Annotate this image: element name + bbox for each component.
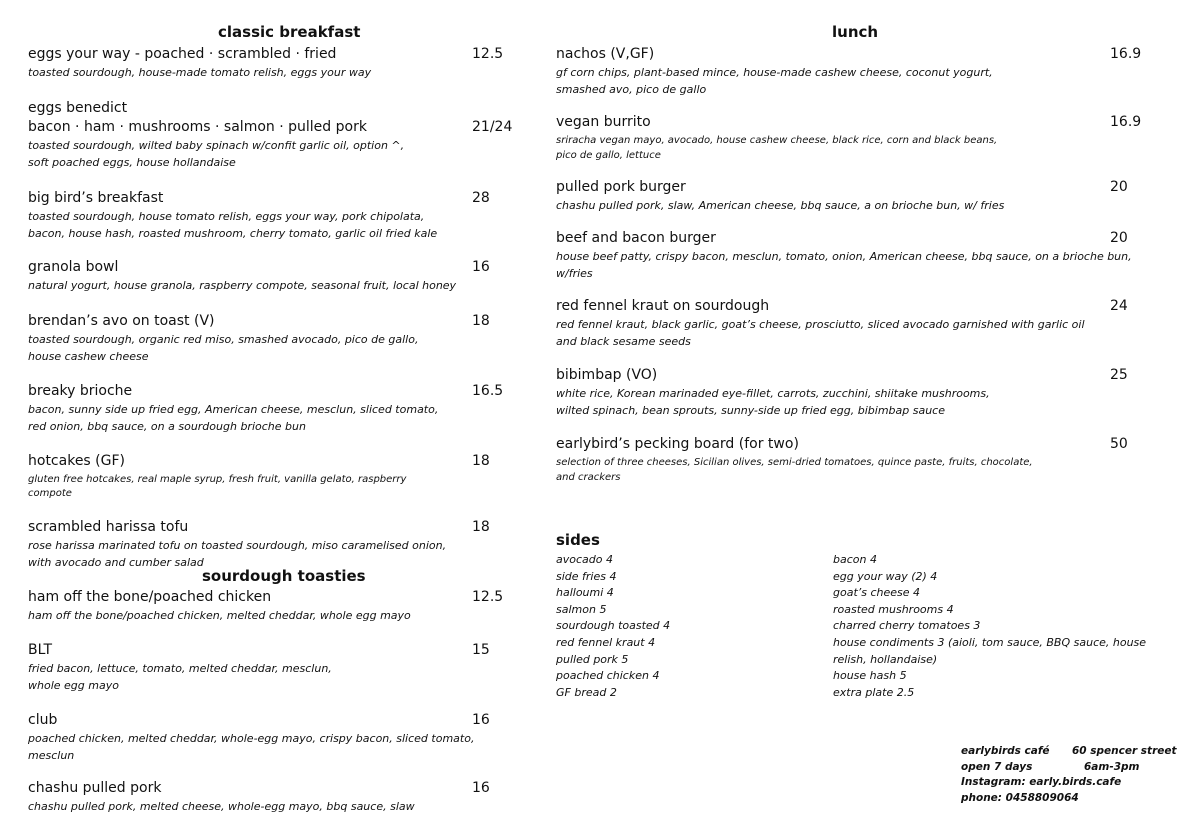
item-desc: fried bacon, lettuce, tomato, melted cheddar, mesclun, — [28, 662, 332, 675]
cafe-info-secondary — [1072, 744, 1177, 775]
item-name: eggs your way - poached · scrambled · fried — [28, 46, 337, 62]
item-name: beef and bacon burger — [556, 230, 716, 246]
item-name: eggs benedict — [28, 100, 128, 116]
item-desc: and black sesame seeds — [556, 335, 691, 348]
menu-item — [28, 452, 528, 502]
item-name: chashu pulled pork — [28, 780, 162, 796]
item-desc: poached chicken, melted cheddar, whole-egg mayo, crispy bacon, sliced tomato, — [28, 732, 475, 745]
item-desc: toasted sourdough, house tomato relish, eggs your way, pork chipolata, — [28, 210, 425, 223]
item-desc: house beef patty, crispy bacon, mesclun, tomato, onion, American cheese, bbq sauce, on a brioche bun, — [556, 250, 1132, 263]
item-desc: gluten free hotcakes, real maple syrup, fresh fruit, vanilla gelato, raspberry — [28, 474, 407, 485]
item-name: vegan burrito — [556, 114, 651, 130]
side-item: goat’s cheese 4 — [833, 586, 921, 600]
menu-item — [28, 779, 528, 815]
item-name: scrambled harissa tofu — [28, 519, 189, 535]
item-price: 18 — [472, 519, 490, 535]
phone-number: phone: 0458809064 — [961, 791, 1079, 804]
menu-item — [28, 382, 528, 435]
item-price: 28 — [472, 190, 490, 206]
item-desc: rose harissa marinated tofu on toasted sourdough, miso caramelised onion, — [28, 539, 447, 552]
sides-title: sides — [556, 531, 600, 549]
item-name: ham off the bone/poached chicken — [28, 589, 272, 605]
item-desc: toasted sourdough, organic red miso, smashed avocado, pico de gallo, — [28, 333, 419, 346]
item-price: 21/24 — [472, 119, 513, 135]
item-price: 12.5 — [472, 589, 504, 605]
sides-list-left — [556, 552, 670, 701]
item-name: granola bowl — [28, 259, 119, 275]
item-price: 16.9 — [1110, 46, 1142, 62]
item-name: breaky brioche — [28, 383, 133, 399]
menu-item — [556, 435, 1176, 486]
item-price: 16.5 — [472, 383, 504, 399]
item-options-text: bacon · ham · mushrooms · salmon · pulled pork — [28, 119, 367, 135]
item-desc: w/fries — [556, 267, 593, 280]
item-price: 18 — [472, 453, 490, 469]
item-name: club — [28, 712, 58, 728]
item-desc: smashed avo, pico de gallo — [556, 83, 707, 96]
item-desc: chashu pulled pork, slaw, American cheese, bbq sauce, a on brioche bun, w/ fries — [556, 199, 1005, 212]
item-desc: soft poached eggs, house hollandaise — [28, 156, 236, 169]
menu-item — [556, 45, 1176, 98]
item-desc: house cashew cheese — [28, 350, 149, 363]
item-desc: ham off the bone/poached chicken, melted cheddar, whole egg mayo — [28, 609, 411, 622]
item-name: bibimbap (VO) — [556, 367, 658, 383]
item-desc: toasted sourdough, house-made tomato relish, eggs your way — [28, 66, 372, 79]
menu-item — [556, 229, 1176, 282]
item-price: 50 — [1110, 436, 1128, 452]
item-desc: red onion, bbq sauce, on a sourdough brioche bun — [28, 420, 306, 433]
item-price: 18 — [472, 313, 490, 329]
item-desc: sriracha vegan mayo, avocado, house cashew cheese, black rice, corn and black beans, — [556, 135, 998, 146]
item-desc: bacon, sunny side up fried egg, American cheese, mesclun, sliced tomato, — [28, 403, 439, 416]
menu-item — [28, 45, 528, 81]
cafe-name: earlybirds café — [961, 745, 1050, 757]
menu-item — [28, 312, 528, 365]
sides-list-right — [833, 552, 1163, 701]
item-desc: pico de gallo, lettuce — [556, 150, 661, 161]
side-item: red fennel kraut 4 — [556, 635, 656, 649]
breakfast-title: classic breakfast — [218, 23, 361, 41]
item-name: nachos (V,GF) — [556, 46, 655, 62]
item-price: 16 — [472, 259, 490, 275]
item-price: 20 — [1110, 179, 1128, 195]
item-desc: and crackers — [556, 472, 621, 483]
item-desc: chashu pulled pork, melted cheese, whole-egg mayo, bbq sauce, slaw — [28, 800, 415, 813]
item-price: 24 — [1110, 298, 1128, 314]
item-desc: with avocado and cumber salad — [28, 556, 204, 569]
menu-item — [556, 178, 1176, 214]
item-desc: white rice, Korean marinaded eye-fillet, carrots, zucchini, shiitake mushrooms, — [556, 387, 990, 400]
side-item: sourdough toasted 4 — [556, 619, 671, 633]
item-price: 16 — [472, 780, 490, 796]
menu-item — [556, 366, 1176, 419]
opening-hours: 6am-3pm — [1084, 760, 1140, 773]
opening-days: open 7 days — [961, 760, 1033, 773]
item-desc: whole egg mayo — [28, 679, 119, 692]
menu-item — [28, 588, 528, 624]
menu-item — [28, 641, 528, 694]
item-name: pulled pork burger — [556, 179, 686, 195]
item-name: red fennel kraut on sourdough — [556, 298, 770, 314]
cafe-address: 60 spencer street — [1072, 745, 1177, 757]
item-name: earlybird’s pecking board (for two) — [556, 436, 799, 452]
item-price: 16 — [472, 712, 490, 728]
item-name: brendan’s avo on toast (V) — [28, 313, 215, 329]
menu-item — [28, 99, 528, 171]
side-item: extra plate 2.5 — [833, 685, 915, 699]
side-item: poached chicken 4 — [556, 669, 660, 683]
side-item: house hash 5 — [833, 669, 907, 683]
item-desc: bacon, house hash, roasted mushroom, cherry tomato, garlic oil fried kale — [28, 227, 438, 240]
item-desc: red fennel kraut, black garlic, goat’s cheese, prosciutto, sliced avocado garnished with garlic oil — [556, 318, 1085, 331]
item-desc: gf corn chips, plant-based mince, house-made cashew cheese, coconut yogurt, — [556, 66, 993, 79]
menu-item — [28, 518, 528, 571]
instagram-handle: Instagram: early.birds.cafe — [961, 776, 1122, 788]
menu-item — [556, 113, 1176, 164]
item-desc: wilted spinach, bean sprouts, sunny-side up fried egg, bibimbap sauce — [556, 404, 945, 417]
side-item: GF bread 2 — [556, 685, 617, 699]
lunch-title: lunch — [832, 23, 879, 41]
item-price: 12.5 — [472, 46, 504, 62]
side-item: roasted mushrooms 4 — [833, 602, 954, 616]
side-item: house condiments 3 (aioli, tom sauce, BBQ sauce, house relish, hollandaise) — [833, 635, 1147, 666]
item-name: big bird’s breakfast — [28, 190, 164, 206]
menu-item — [28, 711, 528, 764]
item-desc: mesclun — [28, 749, 75, 762]
item-options — [28, 118, 528, 137]
toasties-title: sourdough toasties — [202, 567, 366, 585]
side-item: side fries 4 — [556, 569, 617, 583]
item-price: 25 — [1110, 367, 1128, 383]
item-desc: toasted sourdough, wilted baby spinach w/confit garlic oil, option ^, — [28, 139, 405, 152]
item-name: hotcakes (GF) — [28, 453, 125, 469]
side-item: salmon 5 — [556, 602, 607, 616]
menu-item — [28, 189, 528, 242]
item-price: 16.9 — [1110, 114, 1142, 130]
side-item: pulled pork 5 — [556, 652, 629, 666]
side-item: halloumi 4 — [556, 586, 614, 600]
side-item: bacon 4 — [833, 553, 877, 566]
item-desc: selection of three cheeses, Sicilian olives, semi-dried tomatoes, quince paste, fruits, chocolate, — [556, 457, 1033, 468]
menu-item — [556, 297, 1176, 350]
side-item: egg your way (2) 4 — [833, 569, 938, 583]
menu-item — [28, 258, 528, 294]
item-price: 15 — [472, 642, 490, 658]
item-name: BLT — [28, 642, 53, 658]
side-item: charred cherry tomatoes 3 — [833, 619, 981, 633]
item-price: 20 — [1110, 230, 1128, 246]
item-desc: compote — [28, 488, 72, 499]
side-item: avocado 4 — [556, 553, 613, 566]
item-desc: natural yogurt, house granola, raspberry compote, seasonal fruit, local honey — [28, 279, 457, 292]
